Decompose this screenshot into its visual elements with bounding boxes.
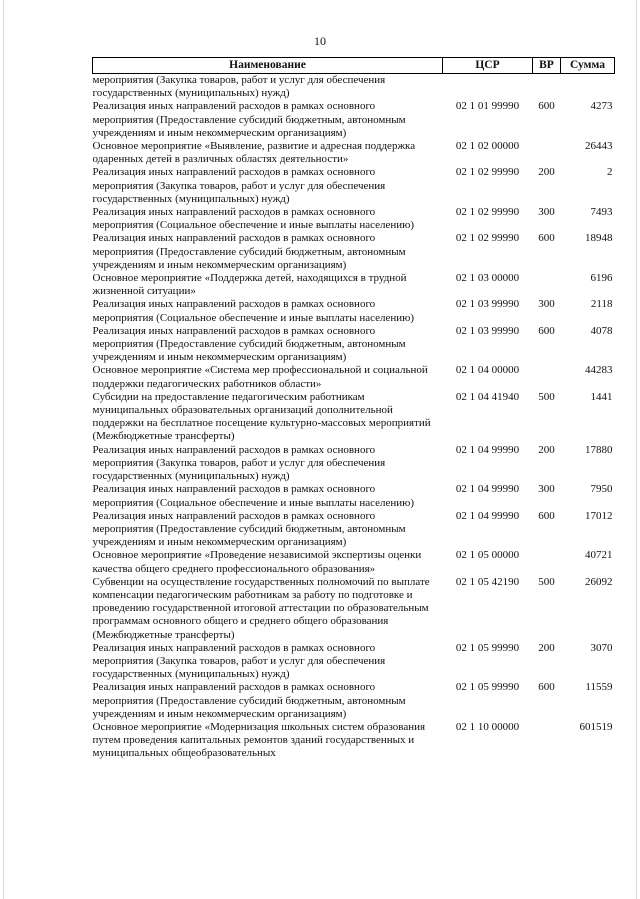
table-row	[93, 298, 615, 324]
row-vr: 600	[538, 324, 555, 337]
table-row	[93, 100, 615, 140]
row-sum: 4273	[590, 100, 613, 113]
row-csr: 02 1 03 99990	[455, 324, 520, 337]
row-name: Основное мероприятие «Выявление, развитие и адресная поддержка одаренных детей в различных областях деятельности»	[92, 140, 416, 166]
row-csr: 02 1 04 41940	[455, 390, 520, 403]
row-vr	[533, 364, 561, 390]
row-name: Реализация иных направлений расходов в рамках основного мероприятия (Социальное обеспечение и иные выплаты населению)	[92, 206, 415, 232]
row-sum: 17012	[585, 509, 613, 522]
row-csr: 02 1 05 00000	[455, 549, 520, 562]
table-row	[93, 681, 615, 721]
scan-edge-right	[636, 0, 637, 899]
table-header-row	[93, 58, 615, 74]
row-sum: 18948	[585, 232, 613, 245]
row-vr	[533, 721, 561, 761]
table-row	[93, 549, 615, 575]
row-vr: 200	[538, 166, 555, 179]
row-vr: 200	[538, 641, 555, 654]
row-name: Реализация иных направлений расходов в рамках основного мероприятия (Предоставление субсидий бюджетным, автономным учреждениям и иным некоммерческим организациям)	[92, 232, 406, 271]
row-csr: 02 1 03 99990	[455, 298, 520, 311]
row-csr: 02 1 05 42190	[455, 575, 520, 588]
row-name: мероприятия (Закупка товаров, работ и услуг для обеспечения государственных (муниципальных) нужд)	[92, 74, 386, 100]
row-sum: 4078	[590, 324, 613, 337]
table-row	[93, 140, 615, 166]
row-csr: 02 1 10 00000	[455, 720, 520, 733]
table-row	[93, 483, 615, 509]
row-name: Основное мероприятие «Система мер профессиональной и социальной поддержки педагогических работников области»	[92, 364, 428, 390]
row-vr	[533, 549, 561, 575]
row-name: Реализация иных направлений расходов в рамках основного мероприятия (Закупка товаров, работ и услуг для обеспечения государственных (муниципальных) нужд)	[92, 443, 386, 483]
row-name: Реализация иных направлений расходов в рамках основного мероприятия (Предоставление субсидий бюджетным, автономным учреждениям и иным некоммерческим организациям)	[92, 324, 406, 364]
row-sum: 1441	[590, 390, 613, 403]
row-vr: 600	[538, 232, 555, 245]
row-vr: 500	[538, 390, 555, 403]
row-name: Реализация иных направлений расходов в рамках основного мероприятия (Социальное обеспечение и иные выплаты населению)	[92, 298, 415, 324]
row-vr	[533, 74, 561, 101]
header-name: Наименование	[93, 58, 443, 74]
row-vr: 300	[538, 483, 555, 496]
row-sum: 44283	[585, 364, 613, 377]
row-vr: 300	[538, 298, 555, 311]
row-sum: 7493	[590, 206, 613, 219]
row-sum: 11559	[585, 681, 613, 694]
row-csr: 02 1 04 99990	[455, 509, 520, 522]
row-sum	[561, 74, 615, 101]
row-vr	[533, 272, 561, 298]
table-row	[93, 576, 615, 642]
row-sum: 7950	[590, 483, 613, 496]
row-csr: 02 1 02 99990	[455, 232, 520, 245]
row-csr: 02 1 04 99990	[455, 443, 520, 456]
row-csr: 02 1 01 99990	[455, 100, 520, 113]
row-vr: 600	[538, 100, 555, 113]
table-row	[93, 232, 615, 272]
table-row	[93, 721, 615, 761]
table-row	[93, 510, 615, 550]
table-row	[93, 325, 615, 365]
table-row	[93, 74, 615, 101]
header-csr: ЦСР	[443, 58, 533, 74]
row-csr: 02 1 04 99990	[455, 483, 520, 496]
row-vr: 300	[538, 206, 555, 219]
row-name: Реализация иных направлений расходов в рамках основного мероприятия (Социальное обеспечение и иные выплаты населению)	[92, 483, 415, 509]
row-csr: 02 1 03 00000	[455, 272, 520, 285]
row-name: Реализация иных направлений расходов в рамках основного мероприятия (Предоставление субсидий бюджетным, автономным учреждениям и иным некоммерческим организациям)	[92, 509, 406, 549]
row-name: Субвенции на осуществление государственных полномочий по выплате компенсации педагогическим работникам за работу по подготовке и проведению государственной итоговой аттестации по образовательным программам основного общего и среднего общего образования (Межбюджетные трансферты)	[92, 575, 430, 641]
row-vr: 200	[538, 443, 555, 456]
table-row	[93, 391, 615, 444]
row-name: Реализация иных направлений расходов в рамках основного мероприятия (Предоставление субсидий бюджетным, автономным учреждениям и иным некоммерческим организациям)	[92, 681, 406, 720]
row-name: Реализация иных направлений расходов в рамках основного мероприятия (Закупка товаров, работ и услуг для обеспечения государственных (муниципальных) нужд)	[92, 641, 386, 681]
row-name: Основное мероприятие «Проведение независимой экспертизы оценки качества общего среднего профессионального образования»	[92, 549, 422, 575]
row-sum: 601519	[579, 720, 613, 733]
table-row	[93, 272, 615, 298]
row-vr: 600	[538, 509, 555, 522]
row-name: Основное мероприятие «Поддержка детей, находящихся в трудной жизненной ситуации»	[92, 272, 407, 298]
table-row	[93, 444, 615, 484]
row-csr: 02 1 04 00000	[455, 364, 520, 377]
budget-table	[92, 57, 615, 761]
row-name: Реализация иных направлений расходов в рамках основного мероприятия (Закупка товаров, работ и услуг для обеспечения государственных (муниципальных) нужд)	[92, 166, 386, 205]
page-number: 10	[314, 34, 326, 48]
row-csr: 02 1 02 99990	[455, 206, 520, 219]
row-csr	[443, 74, 533, 101]
table-body	[93, 74, 615, 761]
row-vr: 500	[538, 575, 555, 588]
row-name: Субсидии на предоставление педагогическим работникам муниципальных образовательных организаций дополнительной поддержки на бесплатное посещение культурно-массовых мероприятий (Межбюджетные трансферты)	[92, 390, 431, 443]
row-name: Реализация иных направлений расходов в рамках основного мероприятия (Предоставление субсидий бюджетным, автономным учреждениям и иным некоммерческим организациям)	[92, 100, 406, 139]
row-name: Основное мероприятие «Модернизация школьных систем образования путем проведения капитальных ремонтов зданий государственных и муниципальных общеобразовательных	[92, 720, 426, 760]
table-row	[93, 166, 615, 206]
row-sum: 17880	[585, 443, 613, 456]
row-csr: 02 1 05 99990	[455, 681, 520, 694]
table-row	[93, 364, 615, 390]
header-vr: ВР	[533, 58, 561, 74]
row-sum: 40721	[585, 549, 613, 562]
row-sum: 26092	[585, 575, 613, 588]
table-row	[93, 206, 615, 232]
row-csr: 02 1 02 00000	[455, 140, 520, 153]
row-sum: 2	[607, 166, 613, 179]
row-sum: 6196	[590, 272, 613, 285]
row-csr: 02 1 05 99990	[455, 641, 520, 654]
header-sum: Сумма	[561, 58, 615, 74]
scan-edge-left	[3, 0, 4, 899]
row-sum: 26443	[585, 140, 613, 153]
row-csr: 02 1 02 99990	[455, 166, 520, 179]
table-row	[93, 642, 615, 682]
row-vr	[533, 140, 561, 166]
row-sum: 3070	[590, 641, 613, 654]
row-sum: 2118	[590, 298, 613, 311]
row-vr: 600	[538, 681, 555, 694]
